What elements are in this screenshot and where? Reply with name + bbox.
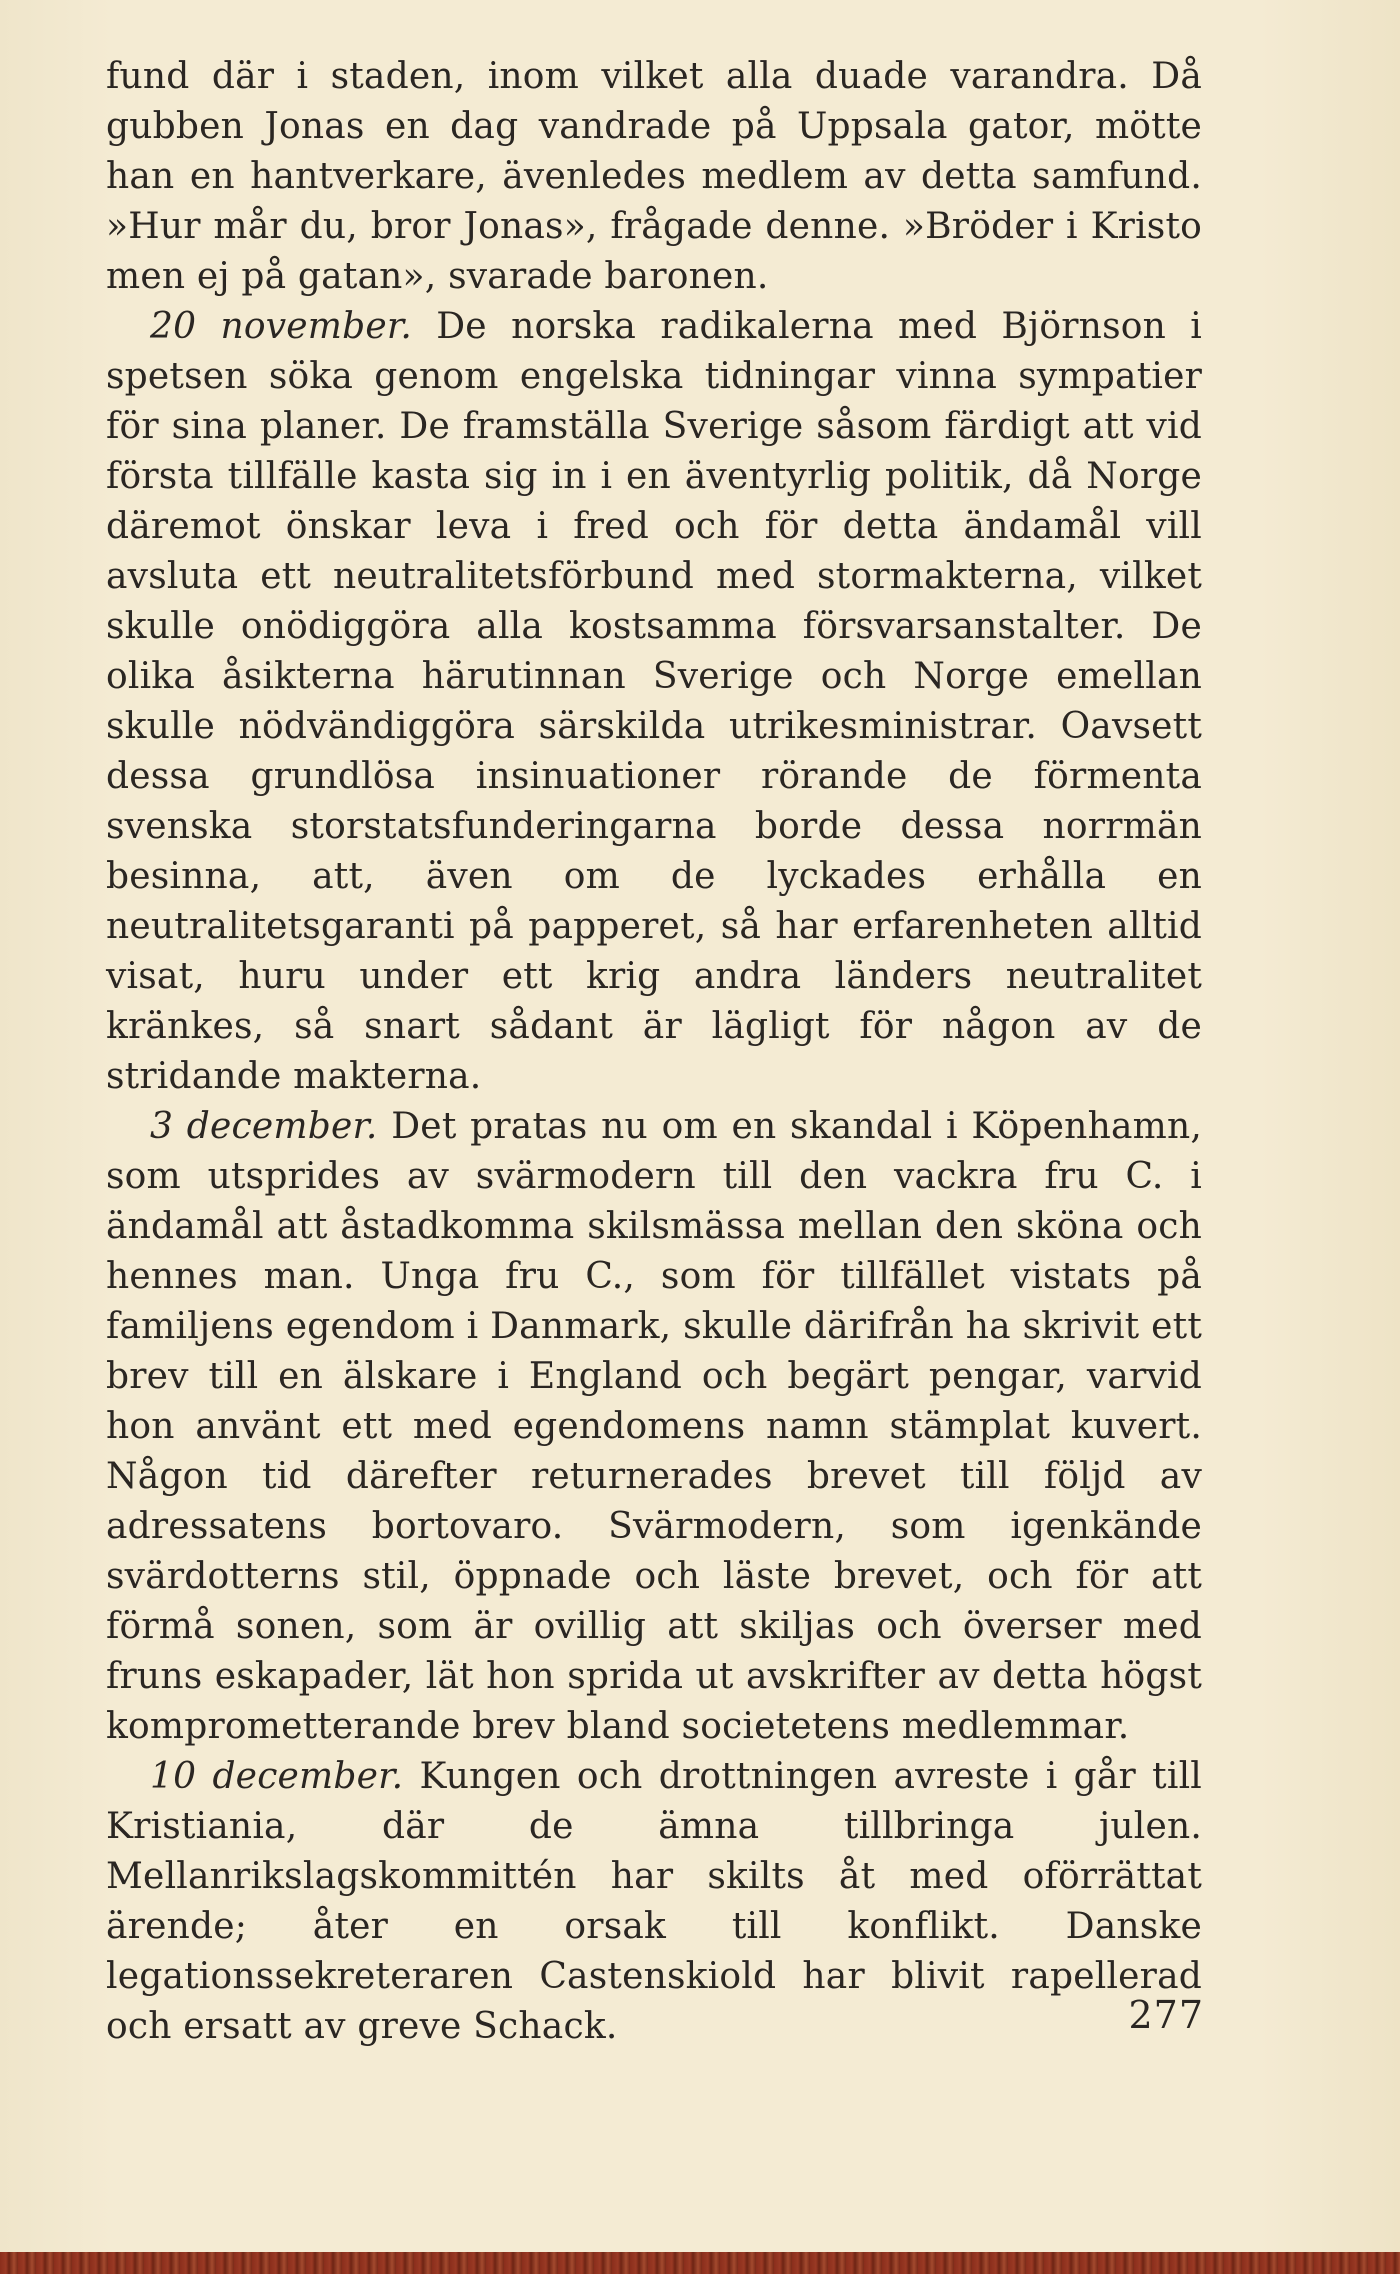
diary-entry-3-december <box>106 1102 1202 1752</box>
entry-date: 20 november. <box>150 306 412 347</box>
paragraph-text: Det pratas nu om en skandal i Köpenhamn, som utsprides av svärmodern till den vackra fru C. i ändamål att åstadkomma skilsmässa mellan den sköna och hennes man. Unga fru C., som för tillfället vistats på familjens egendom i Danmark, skulle därifrån ha skrivit ett brev till en älskare i England och begärt pengar, varvid hon använt ett med egendomens namn stämplat kuvert. Någon tid därefter returnerades brevet till följd av adressatens bortovaro. Svärmodern, som igenkände svärdotterns stil, öppnade och läste brevet, och för att förmå sonen, som är ovillig att skiljas och överser med fruns eskapader, lät hon sprida ut avskrifter av detta högst komprometterande brev bland societetens medlemmar. <box>106 1106 1202 1747</box>
entry-date: 3 december. <box>150 1106 378 1147</box>
paragraph-text: De norska radikalerna med Björnson i spetsen söka genom engelska tidningar vinna sympatier för sina planer. De framställa Sverige såsom färdigt att vid första tillfälle kasta sig in i en äventyrlig politik, då Norge däremot önskar leva i fred och för detta ändamål vill avsluta ett neutralitetsförbund med stormakterna, vilket skulle onödiggöra alla kostsamma försvarsanstalter. De olika åsikterna härutinnan Sverige och Norge emellan skulle nödvändiggöra särskilda utrikesministrar. Oavsett dessa grundlösa insinuationer rörande de förmenta svenska storstatsfunderingarna borde dessa norrmän besinna, att, även om de lyckades erhålla en neutralitetsgaranti på papperet, så har erfarenheten alltid visat, huru under ett krig andra länders neutralitet kränkes, så snart sådant är lägligt för någon av de stridande makterna. <box>106 306 1202 1097</box>
diary-entry-10-december <box>106 1752 1202 2052</box>
paragraph-continuation <box>106 52 1202 302</box>
entry-date: 10 december. <box>150 1756 404 1797</box>
paragraph-text: Kungen och drottningen avreste i går till Kristiania, där de ämna tillbringa julen. Mellanrikslagskommittén har skilts åt med oförrättat ärende; åter en orsak till konflikt. Danske legationssekreteraren Castenskiold har blivit rapellerad och ersatt av greve Schack. <box>106 1756 1202 2047</box>
page-number: 277 <box>1128 1993 1204 2037</box>
paragraph-text: fund där i staden, inom vilket alla duade varandra. Då gubben Jonas en dag vandrade på Uppsala gator, mötte han en hantverkare, ävenledes medlem av detta samfund. »Hur mår du, bror Jonas», frågade denne. »Bröder i Kristo men ej på gatan», svarade baronen. <box>106 56 1202 297</box>
diary-entry-20-november <box>106 302 1202 1102</box>
book-edge-strip <box>0 2252 1400 2274</box>
body-text <box>106 52 1202 2052</box>
